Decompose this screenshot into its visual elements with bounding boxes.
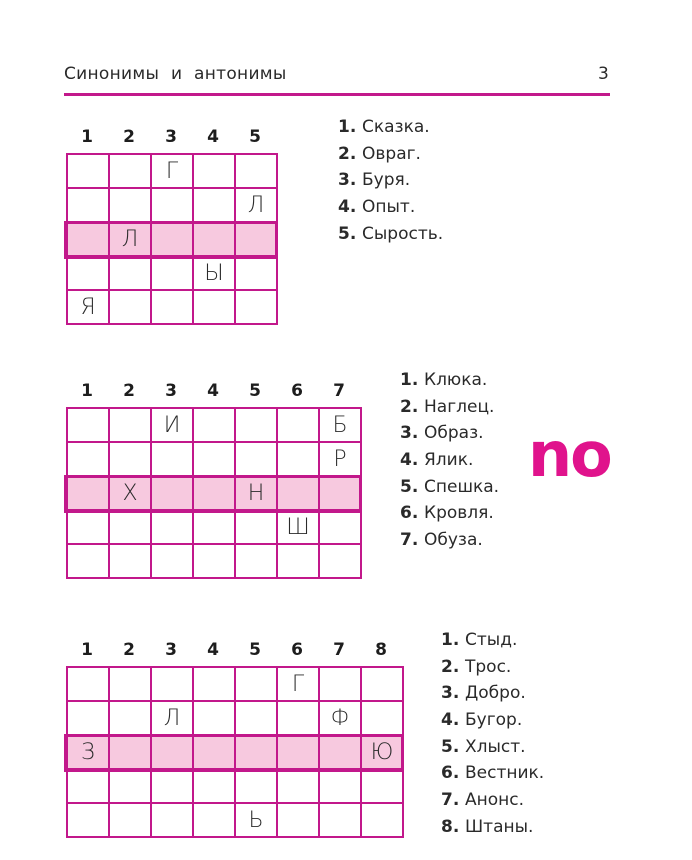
- grid-cell[interactable]: [110, 155, 152, 189]
- grid-cell[interactable]: [194, 409, 236, 443]
- grid-cell[interactable]: [362, 702, 404, 736]
- grid-cell[interactable]: [68, 770, 110, 804]
- grid-cell[interactable]: [320, 770, 362, 804]
- clue-text: Бугор.: [465, 710, 523, 731]
- column-number: 4: [207, 640, 219, 660]
- grid-cell[interactable]: [278, 545, 320, 579]
- clue-text: Хлыст.: [465, 736, 526, 757]
- grid-cell[interactable]: [194, 155, 236, 189]
- column-number: 3: [165, 381, 177, 401]
- grid-cell[interactable]: [194, 545, 236, 579]
- clue-number: 6.: [400, 503, 419, 524]
- clue-number: 1.: [338, 117, 357, 137]
- section-title: Синонимы и антонимы: [64, 64, 287, 84]
- clue-item: [400, 370, 499, 397]
- clue-text: Вестник.: [465, 763, 545, 784]
- column-number: 5: [249, 127, 261, 147]
- clue-text: Клюка.: [424, 370, 488, 390]
- clue-item: [441, 817, 544, 844]
- column-number: 3: [165, 127, 177, 147]
- clue-item: [441, 763, 544, 790]
- grid-cell[interactable]: [152, 443, 194, 477]
- grid-cell[interactable]: [68, 223, 110, 257]
- grid-cell[interactable]: [236, 409, 278, 443]
- grid-cell[interactable]: [68, 189, 110, 223]
- grid-cell[interactable]: [110, 804, 152, 838]
- crossword-grid: [66, 666, 404, 838]
- handwritten-answer-mark: no: [528, 418, 611, 491]
- clue-item: [441, 710, 544, 737]
- clue-text: Кровля.: [424, 503, 494, 524]
- grid-cell[interactable]: [68, 443, 110, 477]
- grid-cell[interactable]: [194, 189, 236, 223]
- grid-cell[interactable]: [320, 545, 362, 579]
- grid-cell[interactable]: [194, 702, 236, 736]
- grid-cell[interactable]: [110, 545, 152, 579]
- clue-text: Трос.: [465, 656, 512, 677]
- clue-item: [441, 657, 544, 684]
- grid-cell[interactable]: [236, 443, 278, 477]
- column-number: 7: [333, 381, 345, 401]
- grid-cell[interactable]: [236, 223, 278, 257]
- clue-item: [400, 397, 499, 424]
- column-number: 1: [81, 127, 93, 147]
- grid-cell[interactable]: [152, 770, 194, 804]
- grid-cell[interactable]: [320, 511, 362, 545]
- clue-number: 4.: [441, 710, 460, 731]
- grid-cell[interactable]: [152, 257, 194, 291]
- clue-item: [400, 503, 499, 530]
- clue-item: [338, 224, 443, 251]
- clue-number: 1.: [400, 370, 419, 390]
- grid-cell[interactable]: [68, 257, 110, 291]
- crossword-grid: [66, 407, 362, 579]
- grid-cell[interactable]: [152, 477, 194, 511]
- clue-number: 8.: [441, 816, 460, 837]
- grid-cell[interactable]: [152, 668, 194, 702]
- clue-number: 7.: [441, 790, 460, 811]
- grid-cell[interactable]: [152, 291, 194, 325]
- clue-item: [400, 530, 499, 557]
- column-number: 4: [207, 381, 219, 401]
- clue-text: Штаны.: [465, 816, 534, 837]
- column-number: 2: [123, 127, 135, 147]
- grid-cell[interactable]: И: [152, 409, 194, 443]
- clue-number: 1.: [441, 630, 460, 650]
- grid-cell[interactable]: [320, 668, 362, 702]
- grid-cell[interactable]: [110, 409, 152, 443]
- grid-cell[interactable]: Х: [110, 477, 152, 511]
- grid-cell[interactable]: [236, 668, 278, 702]
- grid-cell[interactable]: Ь: [236, 804, 278, 838]
- clue-text: Наглец.: [424, 396, 495, 417]
- column-number: 8: [375, 640, 387, 660]
- grid-cell[interactable]: [236, 770, 278, 804]
- grid-cell[interactable]: [110, 511, 152, 545]
- grid-cell[interactable]: [236, 257, 278, 291]
- clue-text: Обуза.: [424, 530, 483, 551]
- column-number: 2: [123, 640, 135, 660]
- column-number: 5: [249, 381, 261, 401]
- grid-cell[interactable]: [236, 291, 278, 325]
- clue-text: Стыд.: [465, 630, 518, 650]
- grid-cell[interactable]: Ф: [320, 702, 362, 736]
- clue-number: 5.: [338, 223, 357, 244]
- grid-cell[interactable]: [236, 155, 278, 189]
- clue-item: [441, 630, 544, 657]
- grid-cell[interactable]: [236, 511, 278, 545]
- grid-cell[interactable]: [278, 770, 320, 804]
- grid-cell[interactable]: [68, 409, 110, 443]
- grid-cell[interactable]: [236, 702, 278, 736]
- grid-cell[interactable]: [194, 511, 236, 545]
- clue-number: 2.: [338, 143, 357, 164]
- grid-cell[interactable]: [194, 223, 236, 257]
- grid-cell[interactable]: [152, 189, 194, 223]
- grid-cell[interactable]: [110, 770, 152, 804]
- clue-number: 3.: [441, 683, 460, 704]
- grid-cell[interactable]: [236, 736, 278, 770]
- grid-cell[interactable]: [110, 189, 152, 223]
- clue-number: 7.: [400, 530, 419, 551]
- grid-cell[interactable]: Н: [236, 477, 278, 511]
- clue-item: [441, 790, 544, 817]
- grid-cell[interactable]: [362, 668, 404, 702]
- grid-cell[interactable]: Г: [152, 155, 194, 189]
- column-number: 3: [165, 640, 177, 660]
- grid-cell[interactable]: [278, 736, 320, 770]
- clue-item: [441, 737, 544, 764]
- clue-number: 3.: [400, 423, 419, 444]
- grid-cell[interactable]: [152, 545, 194, 579]
- grid-cell[interactable]: [278, 804, 320, 838]
- clue-item: [338, 144, 443, 171]
- clue-text: Спешка.: [424, 476, 500, 497]
- grid-cell[interactable]: [320, 804, 362, 838]
- clue-item: [400, 423, 499, 450]
- clue-text: Овраг.: [362, 143, 421, 164]
- clue-text: Сказка.: [362, 117, 430, 137]
- grid-cell[interactable]: [278, 477, 320, 511]
- clue-list-3: [441, 630, 544, 844]
- clue-text: Ялик.: [424, 450, 474, 471]
- grid-cell[interactable]: [278, 443, 320, 477]
- crossword-grid: [66, 153, 278, 325]
- clue-text: Сырость.: [362, 223, 444, 244]
- grid-cell[interactable]: [194, 668, 236, 702]
- clue-number: 2.: [441, 656, 460, 677]
- grid-cell[interactable]: [68, 545, 110, 579]
- grid-cell[interactable]: [152, 736, 194, 770]
- clue-number: 3.: [338, 170, 357, 191]
- clue-item: [400, 477, 499, 504]
- column-number: 6: [291, 640, 303, 660]
- grid-cell[interactable]: [110, 702, 152, 736]
- clue-number: 4.: [338, 197, 357, 218]
- grid-cell[interactable]: [194, 804, 236, 838]
- clue-item: [400, 450, 499, 477]
- grid-cell[interactable]: Я: [68, 291, 110, 325]
- column-number: 4: [207, 127, 219, 147]
- grid-cell[interactable]: [110, 257, 152, 291]
- grid-cell[interactable]: [68, 155, 110, 189]
- grid-cell[interactable]: Б: [320, 409, 362, 443]
- clue-number: 4.: [400, 450, 419, 471]
- grid-cell[interactable]: [110, 443, 152, 477]
- clue-text: Добро.: [465, 683, 526, 704]
- clue-number: 5.: [441, 736, 460, 757]
- grid-cell[interactable]: [194, 770, 236, 804]
- grid-cell[interactable]: [68, 511, 110, 545]
- clue-item: [338, 117, 443, 144]
- grid-cell[interactable]: Л: [236, 189, 278, 223]
- column-number: 5: [249, 640, 261, 660]
- column-number: 2: [123, 381, 135, 401]
- clue-text: Опыт.: [362, 197, 416, 218]
- clue-number: 6.: [441, 763, 460, 784]
- grid-cell[interactable]: [110, 736, 152, 770]
- grid-cell[interactable]: Ы: [194, 257, 236, 291]
- grid-cell[interactable]: Л: [110, 223, 152, 257]
- grid-cell[interactable]: [194, 443, 236, 477]
- grid-cell[interactable]: [278, 702, 320, 736]
- clue-text: Анонс.: [465, 790, 525, 811]
- column-number: 1: [81, 381, 93, 401]
- grid-cell[interactable]: [320, 477, 362, 511]
- grid-cell[interactable]: [362, 804, 404, 838]
- grid-cell[interactable]: [110, 668, 152, 702]
- grid-cell[interactable]: [194, 291, 236, 325]
- grid-cell[interactable]: [152, 511, 194, 545]
- grid-cell[interactable]: [320, 736, 362, 770]
- grid-cell[interactable]: [152, 804, 194, 838]
- grid-cell[interactable]: [110, 291, 152, 325]
- grid-cell[interactable]: [236, 545, 278, 579]
- grid-cell[interactable]: [68, 702, 110, 736]
- grid-cell[interactable]: [68, 804, 110, 838]
- grid-cell[interactable]: [68, 477, 110, 511]
- clue-number: 2.: [400, 396, 419, 417]
- grid-cell[interactable]: [278, 409, 320, 443]
- column-number: 6: [291, 381, 303, 401]
- grid-cell[interactable]: Ш: [278, 511, 320, 545]
- grid-cell[interactable]: [68, 668, 110, 702]
- clue-text: Образ.: [424, 423, 484, 444]
- grid-cell[interactable]: [362, 770, 404, 804]
- grid-cell[interactable]: Л: [152, 702, 194, 736]
- clue-item: [338, 197, 443, 224]
- grid-cell[interactable]: З: [68, 736, 110, 770]
- header-divider: [64, 93, 610, 96]
- grid-cell[interactable]: Р: [320, 443, 362, 477]
- grid-cell[interactable]: [152, 223, 194, 257]
- clue-list-2: [400, 370, 499, 557]
- clue-item: [338, 170, 443, 197]
- clue-text: Буря.: [362, 170, 411, 191]
- column-number: 1: [81, 640, 93, 660]
- clue-list-1: [338, 117, 443, 250]
- clue-number: 5.: [400, 476, 419, 497]
- grid-cell[interactable]: [194, 736, 236, 770]
- clue-item: [441, 683, 544, 710]
- grid-cell[interactable]: Г: [278, 668, 320, 702]
- grid-cell[interactable]: [194, 477, 236, 511]
- grid-cell[interactable]: Ю: [362, 736, 404, 770]
- page-number: 3: [598, 64, 609, 84]
- column-number: 7: [333, 640, 345, 660]
